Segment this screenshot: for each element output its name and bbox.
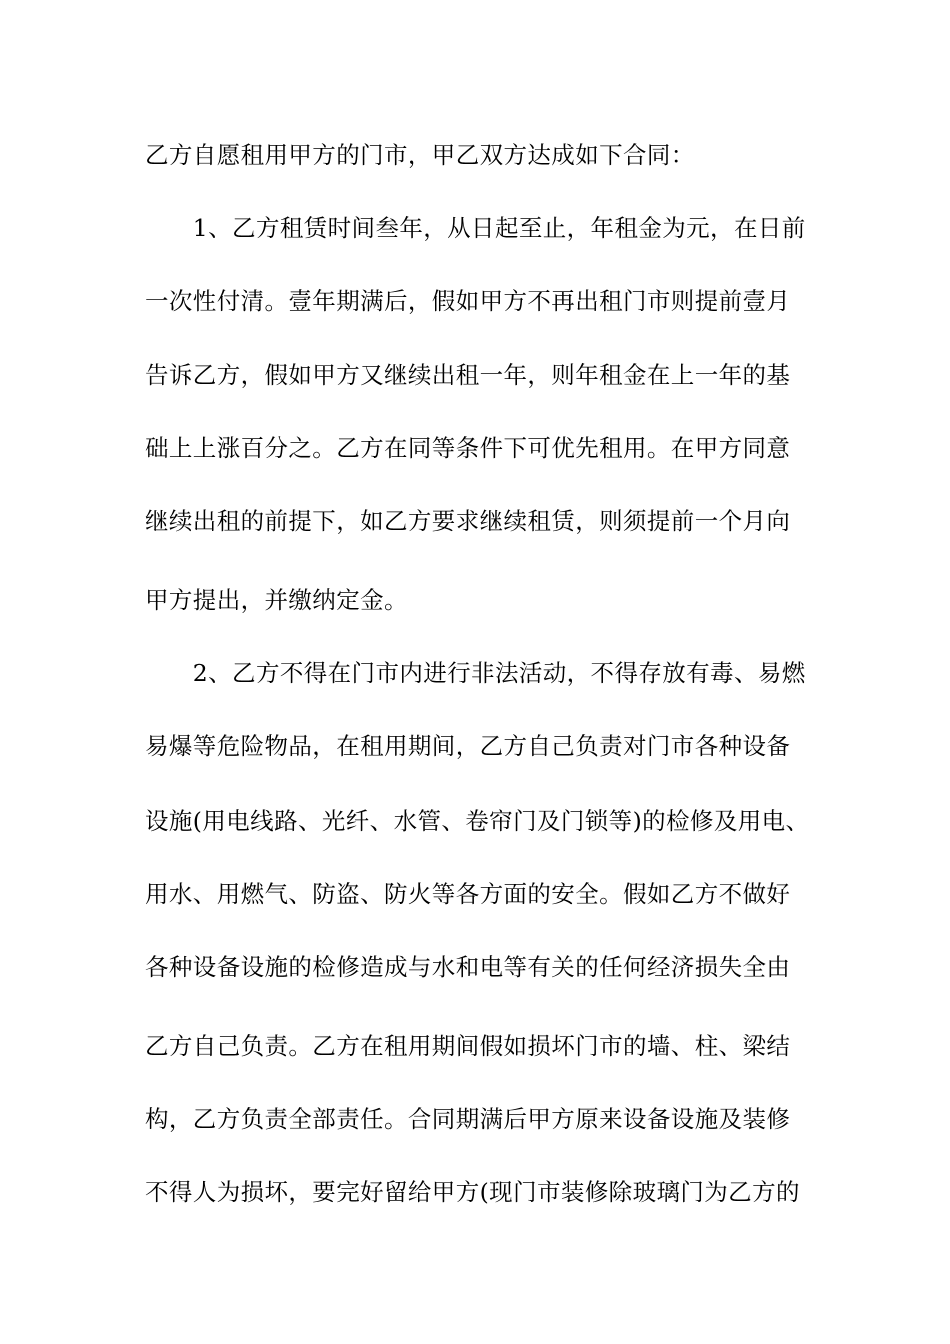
text-line: 一次性付清。壹年期满后，假如甲方不再出租门市则提前壹月 bbox=[145, 287, 791, 315]
text-line: 构，乙方负责全部责任。合同期满后甲方原来设备设施及装修 bbox=[145, 1105, 791, 1133]
text-line: 易爆等危险物品，在租用期间，乙方自己负责对门市各种设备 bbox=[145, 732, 791, 760]
text-line: 1、乙方租赁时间叁年，从日起至止，年租金为元，在日前 bbox=[145, 214, 806, 242]
text-line: 甲方提出，并缴纳定金。 bbox=[145, 586, 408, 614]
text-line: 础上上涨百分之。乙方在同等条件下可优先租用。在甲方同意 bbox=[145, 434, 791, 462]
text-line: 告诉乙方，假如甲方又继续出租一年，则年租金在上一年的基 bbox=[145, 361, 791, 389]
text-line: 继续出租的前提下，如乙方要求继续租赁，则须提前一个月向 bbox=[145, 507, 791, 535]
text-line: 各种设备设施的检修造成与水和电等有关的任何经济损失全由 bbox=[145, 953, 791, 981]
text-line: 乙方自己负责。乙方在租用期间假如损坏门市的墙、柱、梁结 bbox=[145, 1032, 791, 1060]
text-line: 用水、用燃气、防盗、防火等各方面的安全。假如乙方不做好 bbox=[145, 880, 791, 908]
text-line: 设施(用电线路、光纤、水管、卷帘门及门锁等)的检修及用电、 bbox=[145, 807, 810, 835]
text-line: 乙方自愿租用甲方的门市，甲乙双方达成如下合同： bbox=[145, 141, 695, 169]
text-line: 2、乙方不得在门市内进行非法活动，不得存放有毒、易燃 bbox=[145, 659, 806, 687]
text-line: 不得人为损坏，要完好留给甲方(现门市装修除玻璃门为乙方的 bbox=[145, 1178, 800, 1206]
